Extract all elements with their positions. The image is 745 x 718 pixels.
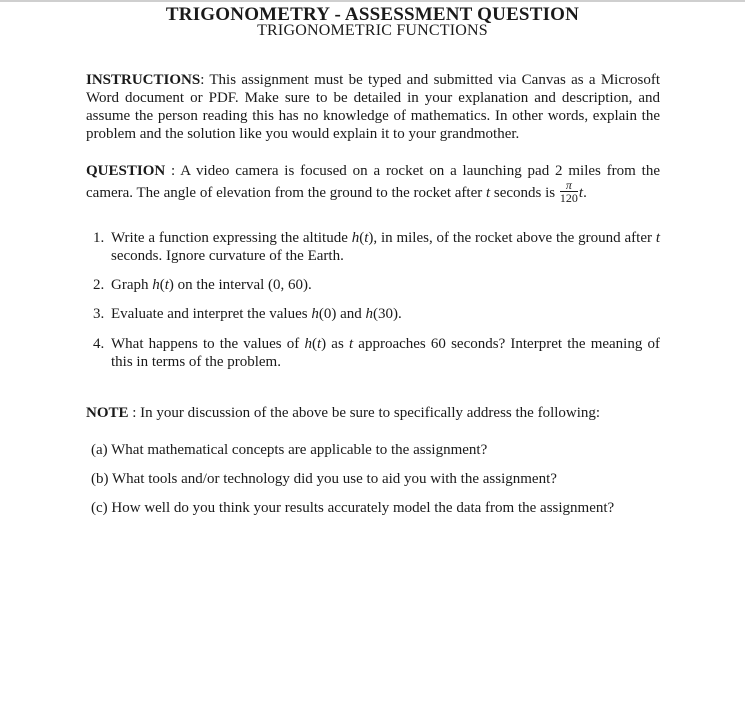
question-paragraph <box>86 161 660 206</box>
note-item-text: How well do you think your results accurately model the data from the assignment? <box>111 500 615 516</box>
question-var-t: t <box>485 184 491 201</box>
instructions-paragraph <box>86 71 660 143</box>
list-item-text: Write a function expressing the altitude h(t), in miles, of the rocket above the ground after t seconds. Ignore curvature of the Earth. <box>111 230 660 264</box>
page-title: TRIGONOMETRY - ASSESSMENT QUESTION <box>165 4 580 25</box>
note-item-label: (a) <box>91 442 108 458</box>
question-text-end: . <box>583 184 587 201</box>
page-subtitle: TRIGONOMETRIC FUNCTIONS <box>257 22 488 39</box>
list-item-text: Graph h(t) on the interval (0, 60). <box>111 277 312 293</box>
top-border <box>0 0 745 2</box>
instructions-text: : This assignment must be typed and submitted via Canvas as a Microsoft Word document or PDF. Make sure to be detailed in your explanation and description, and assume the person reading this has no knowledge of mathematics. In other words, explain the problem and the solution like you would explain it to your grandmother. <box>86 72 660 142</box>
list-item-text: Evaluate and interpret the values h(0) and h(30). <box>111 306 402 322</box>
fraction-numerator: π <box>560 179 578 192</box>
instructions-label: INSTRUCTIONS <box>86 72 201 88</box>
note-item-label: (c) <box>91 500 108 516</box>
note-text: : In your discussion of the above be sure to specifically address the following: <box>128 405 601 421</box>
note-item <box>91 441 661 459</box>
note-item <box>91 499 661 517</box>
list-item-number: 4. <box>93 336 105 352</box>
list-item-number: 3. <box>93 306 105 322</box>
fraction-denominator: 120 <box>559 191 578 205</box>
angle-fraction <box>560 179 578 204</box>
list-item-number: 1. <box>93 230 105 246</box>
question-label: QUESTION <box>86 163 166 179</box>
note-item-text: What mathematical concepts are applicable to the assignment? <box>111 442 488 458</box>
note-label: NOTE <box>86 405 129 421</box>
note-item-text: What tools and/or technology did you use to aid you with the assignment? <box>111 471 557 487</box>
list-item <box>93 305 660 323</box>
list-item-number: 2. <box>93 277 105 293</box>
question-var-t-2: t <box>578 184 584 201</box>
question-text: : A video camera is focused on a rocket on a launching pad 2 miles from the camera. The angle of elevation from the ground to the rocket after <box>86 163 660 201</box>
list-item <box>93 276 660 294</box>
note-paragraph <box>86 404 660 422</box>
note-item-label: (b) <box>91 471 109 487</box>
note-item <box>91 470 661 488</box>
question-text-middle: seconds is <box>490 184 559 201</box>
list-item <box>93 229 660 265</box>
list-item <box>93 335 660 371</box>
list-item-text: What happens to the values of h(t) as t approaches 60 seconds? Interpret the meaning of this in terms of the problem. <box>111 336 661 370</box>
